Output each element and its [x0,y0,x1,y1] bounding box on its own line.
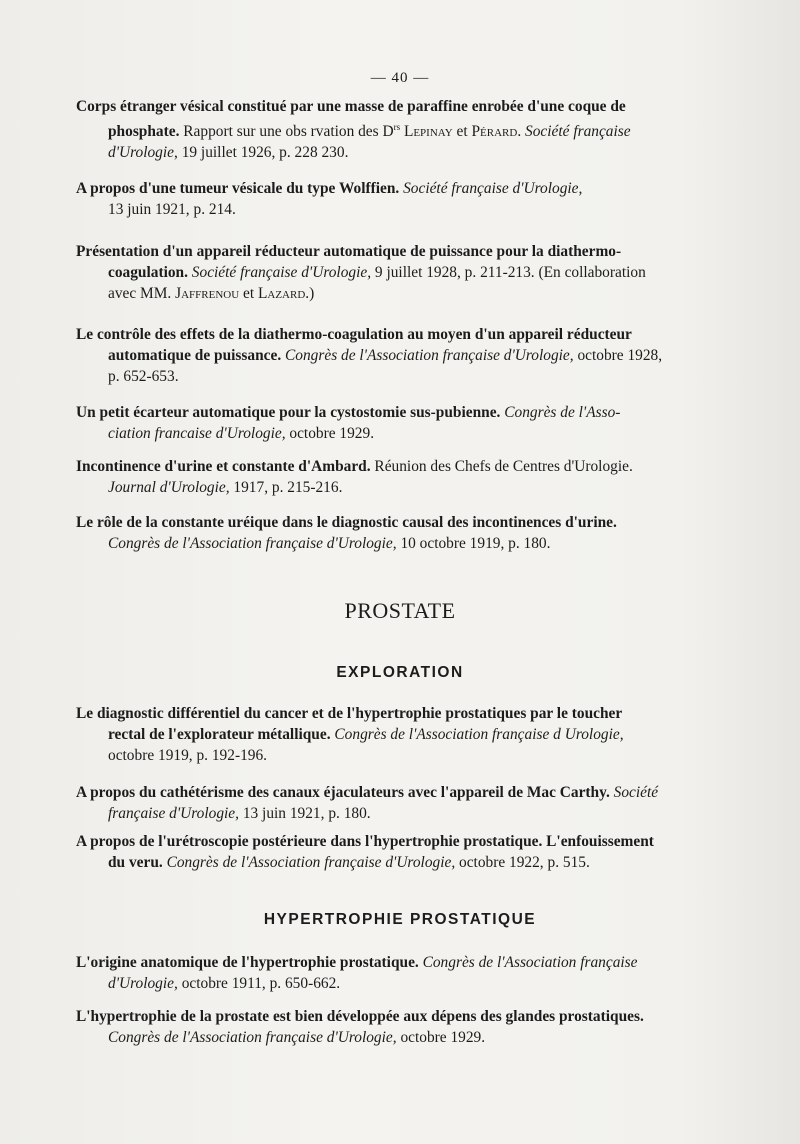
entry-line [76,178,731,199]
entry-text: Rapport sur une obs rvation des D [179,123,394,141]
entry-text: d'Urologie, [108,975,178,992]
entry-text: rs [393,122,401,132]
entry-text: du veru. [108,854,163,871]
entry-text: Lazard [257,285,306,302]
entry-text: octobre 1929. [396,1029,486,1046]
entry-text: Journal d'Urologie, [108,479,230,496]
entry-text: phosphate. [108,123,180,141]
entry-text: Congrès de l'Association française d'Urologie, [162,854,456,871]
entry-text: Le diagnostic différentiel du cancer et de l'hypertrophie prostatiques par le toucher [76,705,623,722]
entry-line [76,345,731,366]
entry-line [76,803,731,824]
entry-line [76,142,731,163]
entry-text: A propos d'une tumeur vésicale du type Wolffien. [76,180,400,197]
entry-text: avec MM. [108,285,176,302]
entry-line [76,241,731,262]
entry-text: octobre 1922, p. 515. [455,854,590,871]
entry-text: octobre 1928, [573,347,663,364]
bibliography-entry [76,831,731,873]
entry-text: p. 652-653. [108,368,179,385]
entry-text: Société [609,784,659,801]
entry-line [76,324,731,345]
entry-line [76,199,731,220]
entry-text: Le contrôle des effets de la diathermo-coagulation au moyen d'un appareil réducteur [76,326,632,343]
entry-text: . [517,123,526,141]
entry-text: Incontinence d'urine et constante d'Ambard. [76,458,371,475]
entry-text: Jaffrenou [175,285,240,302]
entry-text: Lepinay [400,123,453,141]
entry-text: française d'Urologie, [108,805,239,822]
bibliography-entry [76,324,731,387]
entry-line [76,477,731,498]
entry-text: A propos du cathétérisme des canaux éjaculateurs avec l'appareil de Mac Carthy. [76,784,610,801]
entry-text: Congrès de l'Association française d'Urologie, [108,1029,397,1046]
entry-text: 9 juillet 1928, p. 211-213. (En collaboration [371,264,646,281]
bibliography-entry [76,1006,731,1048]
entry-text: Société française d'Urologie, [187,264,372,281]
entry-text: Congrès de l'Asso- [500,404,621,421]
entry-text: octobre 1911, p. 650-662. [177,975,341,992]
entry-line [76,703,731,724]
entry-text: Société française d'Urologie, [399,180,583,197]
entry-line [76,831,731,852]
entry-line [76,724,731,745]
entry-text: A propos de l'urétroscopie postérieure dans l'hypertrophie prostatique. L'enfouissement [76,833,654,850]
bibliography-entry [76,402,731,444]
entry-line [76,782,731,803]
entry-line [76,1027,731,1048]
bibliography-entry [76,782,731,824]
entry-line [76,366,731,387]
entry-line [76,117,731,142]
entry-line [76,1006,731,1027]
entry-line [76,952,731,973]
entry-text: Congrès de l'Association française d'Urologie, [108,535,397,552]
bibliography-entry [76,178,731,220]
entry-text: Un petit écarteur automatique pour la cystostomie sus-pubienne. [76,404,501,421]
subsection-exploration-heading: EXPLORATION [336,664,464,681]
entry-text: rectal de l'explorateur métallique. [108,726,331,743]
entry-text: d'Urologie [108,144,174,162]
entry-line [76,402,731,423]
entry-text: octobre 1929. [285,425,375,442]
entry-line [76,745,731,766]
entry-line [76,512,731,533]
entry-line [76,96,731,117]
entry-text: .) [305,285,315,302]
entry-text: Le rôle de la constante uréique dans le diagnostic causal des incontinences d'urine. [76,514,617,531]
entry-line [76,456,731,477]
page-number: — 40 — [370,70,430,86]
entry-line [76,852,731,873]
entry-text: 10 octobre 1919, p. 180. [396,535,551,552]
entry-text: , 19 juillet 1926, p. 228 230. [174,144,349,162]
entry-line [76,283,731,304]
entry-text: octobre 1919, p. 192-196. [108,747,268,764]
bibliography-entry [76,512,731,554]
section-title: PROSTATE [344,598,456,623]
entry-text: L'hypertrophie de la prostate est bien développée aux dépens des glandes prostatiques. [76,1008,644,1025]
bibliography-entry [76,703,731,766]
entry-text: 13 juin 1921, p. 180. [238,805,371,822]
entry-text: ciation francaise d'Urologie, [108,425,286,442]
entry-text: Congrès de l'Association française d'Urologie, [281,347,574,364]
entry-text: automatique de puissance. [108,347,282,364]
bibliography-entry [76,96,731,163]
entry-line [76,973,731,994]
entry-text: 1917, p. 215-216. [229,479,343,496]
bibliography-entry [76,241,731,304]
entry-text: Congrès de l'Association française d Urologie, [330,726,624,743]
entry-text: et [452,123,472,141]
bibliography-entry [76,952,731,994]
entry-text: 13 juin 1921, p. 214. [108,201,236,218]
entry-line [76,533,731,554]
entry-text: Réunion des Chefs de Centres d'Urologie. [370,458,633,475]
entry-line [76,262,731,283]
entry-text: Société française [525,123,631,141]
bibliography-entry [76,456,731,498]
entry-text: Pérard [471,123,518,141]
subsection-hypertrophie-heading: HYPERTROPHIE PROSTATIQUE [263,911,537,928]
entry-text: et [239,285,258,302]
entry-text: Corps étranger vésical constitué par une masse de paraffine enrobée d'une coque de [76,98,626,115]
entry-text: Congrès de l'Association française [418,954,638,971]
entry-text: Présentation d'un appareil réducteur automatique de puissance pour la diathermo- [76,243,622,260]
entry-text: L'origine anatomique de l'hypertrophie prostatique. [76,954,419,971]
entry-line [76,423,731,444]
entry-text: coagulation. [108,264,188,281]
